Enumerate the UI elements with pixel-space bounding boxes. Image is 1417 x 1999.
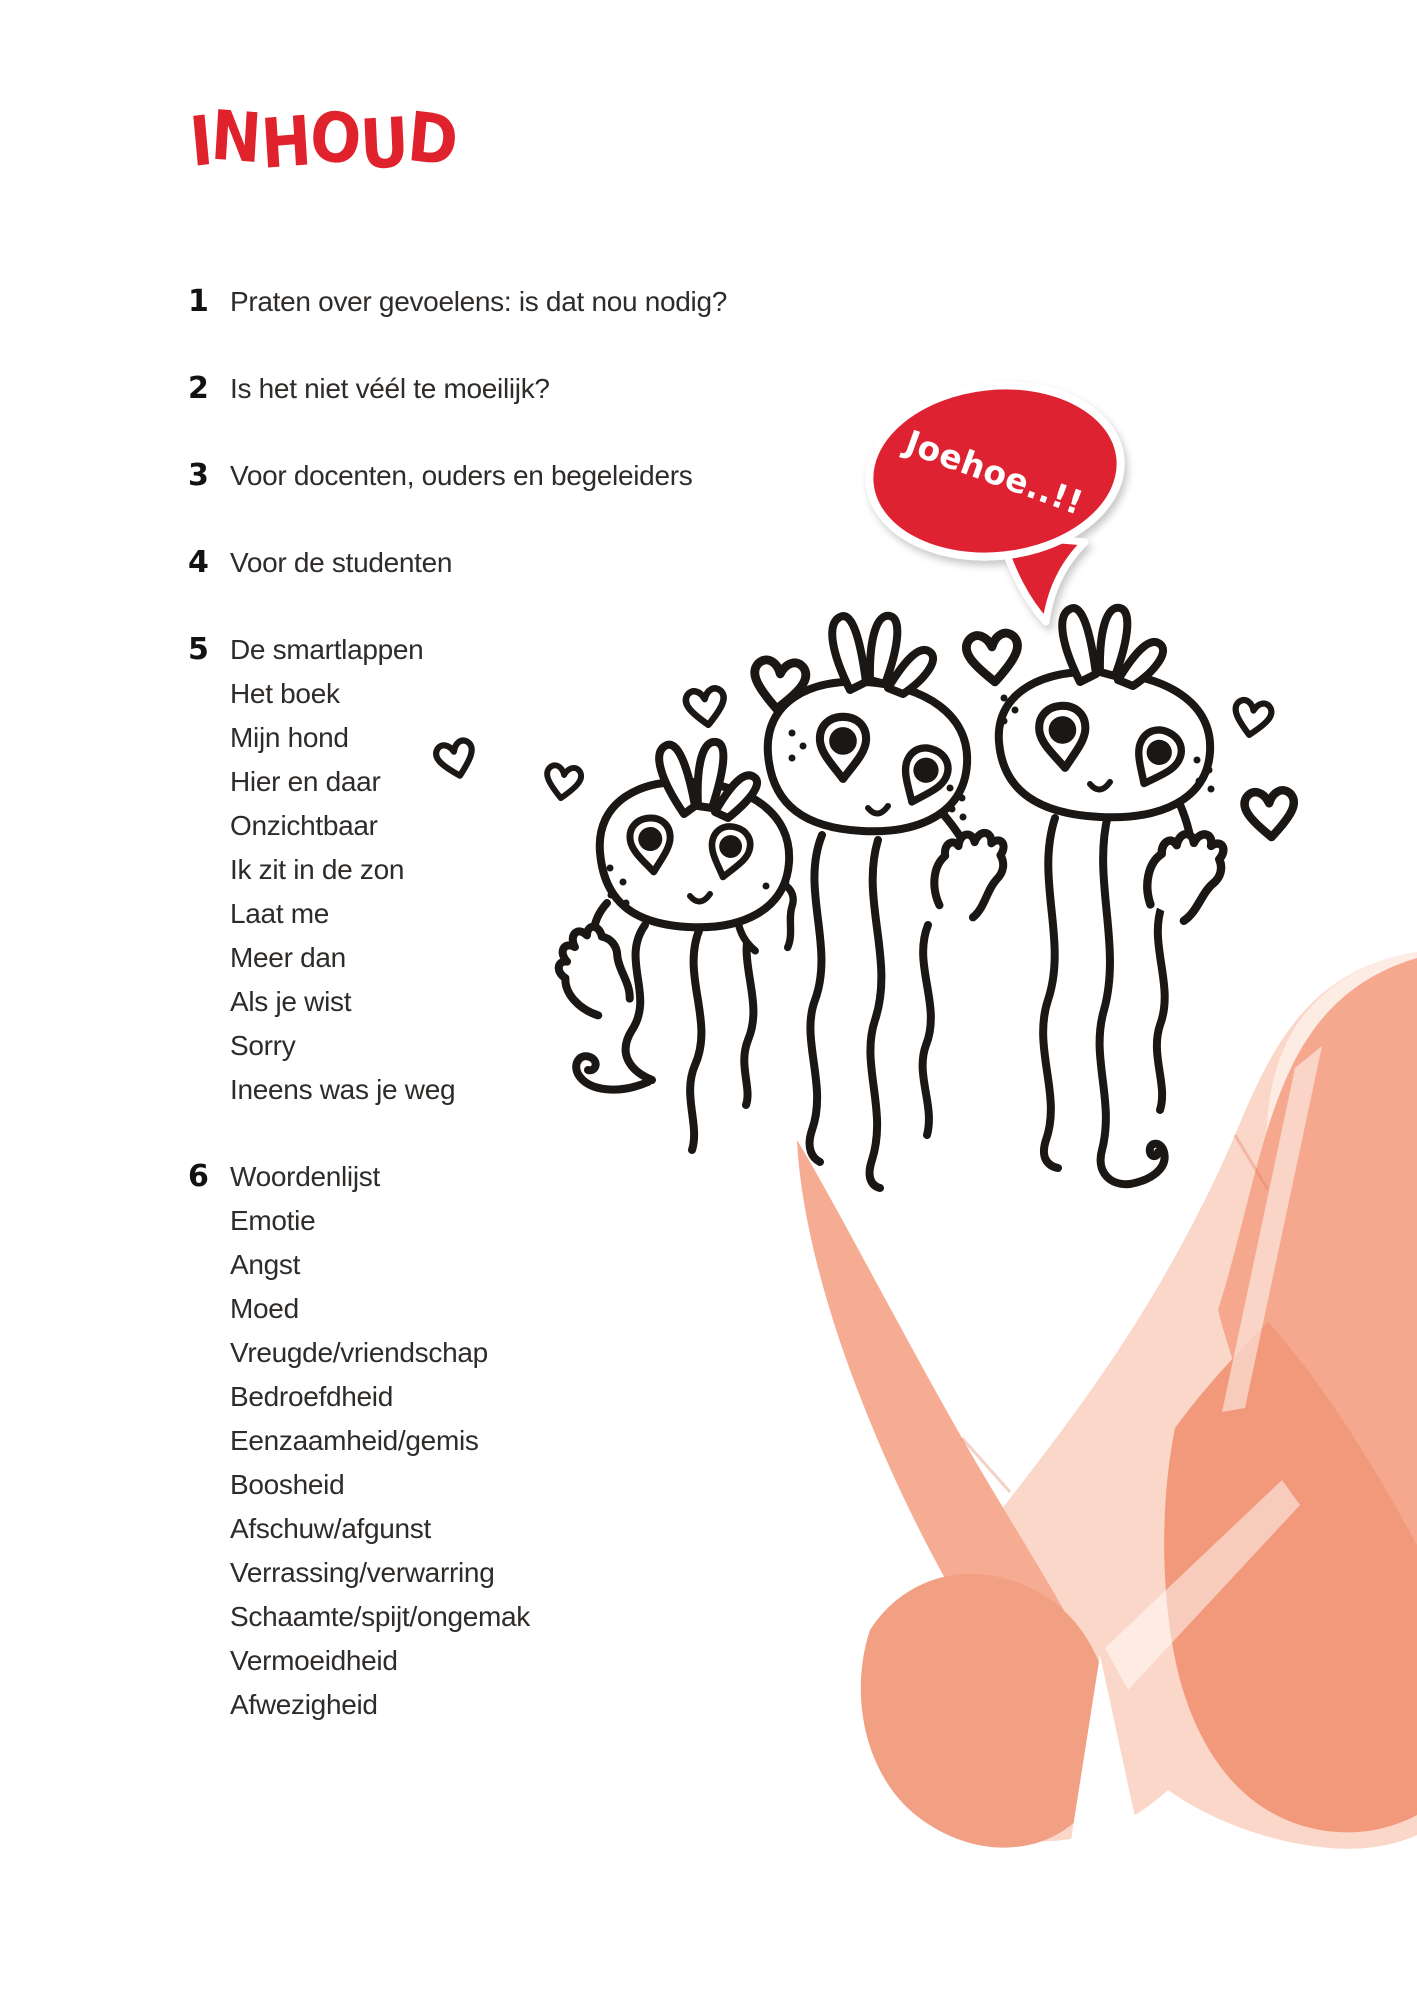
toc-item-6 [188, 1155, 828, 1727]
toc-item-label: Voor de studenten [230, 547, 453, 578]
toc-item-label: Woordenlijst [230, 1161, 380, 1192]
toc-subitem: Boosheid [230, 1469, 345, 1500]
toc-subitem: Afwezigheid [230, 1689, 378, 1720]
toc-subitem: Meer dan [230, 942, 346, 973]
toc-subitem: Als je wist [230, 986, 352, 1017]
toc-item-2 [188, 367, 828, 411]
page-title: INHOUD [186, 95, 460, 186]
toc-item-label: Is het niet véél te moeilijk? [230, 373, 550, 404]
toc-subitem: Verrassing/verwarring [230, 1557, 495, 1588]
toc-subitem: Vermoeidheid [230, 1645, 398, 1676]
speech-bubble-text: Joehoe..!! [900, 422, 1089, 523]
toc-item-number: 1 [188, 284, 209, 319]
creature-3 [999, 608, 1215, 818]
toc-subitem: Hier en daar [230, 766, 381, 797]
toc-subitem: Onzichtbaar [230, 810, 378, 841]
toc-item-label: De smartlappen [230, 634, 424, 665]
toc-subitem: Het boek [230, 678, 340, 709]
toc-item-number: 5 [188, 632, 209, 667]
toc-subitem: Bedroefdheid [230, 1381, 393, 1412]
toc-item-number: 4 [188, 545, 209, 580]
toc-subitem: Ik zit in de zon [230, 854, 405, 885]
toc-item-number: 6 [188, 1159, 209, 1194]
toc-subitem: Sorry [230, 1030, 296, 1061]
toc-subitem: Emotie [230, 1205, 316, 1236]
toc-item-number: 2 [188, 371, 209, 406]
toc-subitem: Eenzaamheid/gemis [230, 1425, 479, 1456]
toc-subitem: Angst [230, 1249, 301, 1280]
toc-item-label: Voor docenten, ouders en begeleiders [230, 460, 693, 491]
toc-item-5 [188, 628, 828, 1112]
toc-subitem: Laat me [230, 898, 330, 929]
toc-item-label: Praten over gevoelens: is dat nou nodig? [230, 286, 728, 317]
toc-item-number: 3 [188, 458, 209, 493]
toc-subitem: Afschuw/afgunst [230, 1513, 431, 1544]
toc-subitem: Vreugde/vriendschap [230, 1337, 488, 1368]
toc-item-4 [188, 541, 828, 585]
toc-subitem: Ineens was je weg [230, 1074, 456, 1105]
toc-subitem: Moed [230, 1293, 299, 1324]
toc-subitem: Mijn hond [230, 722, 349, 753]
toc-subitem: Schaamte/spijt/ongemak [230, 1601, 531, 1632]
table-of-contents [188, 280, 828, 1727]
toc-item-3 [188, 454, 828, 498]
toc-item-1 [188, 280, 828, 324]
speech-bubble [861, 373, 1129, 622]
